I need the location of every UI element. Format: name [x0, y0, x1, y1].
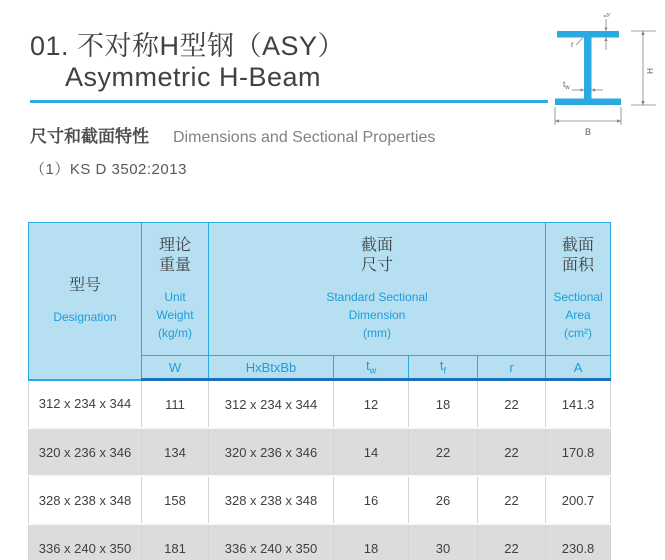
cell-dimension: 320 x 236 x 346 [209, 428, 334, 476]
header-designation-en: Designation [53, 309, 117, 324]
title-underline-rule [30, 100, 548, 103]
table-row [29, 524, 611, 560]
cell-tf: 18 [409, 380, 478, 429]
subheader-r: r [478, 356, 546, 380]
standard-reference: （1）KS D 3502:2013 [30, 161, 187, 178]
tw-label: $t_w$ [563, 80, 570, 91]
subheader-tf-subscript: f [443, 365, 447, 376]
header-weight-zh-2: 重量 [158, 257, 191, 274]
page-title-zh: 01. 不对称H型钢（ASY） [30, 31, 346, 61]
h-label: H [646, 68, 655, 74]
header-weight-en-2: Weight [156, 308, 194, 322]
cell-tw: 16 [334, 476, 409, 524]
cell-tf: 22 [409, 428, 478, 476]
header-section-en-2: Dimension [348, 308, 406, 322]
cell-designation: 328 x 238 x 348 [29, 476, 142, 524]
page-title-en: Asymmetric H-Beam [65, 62, 322, 92]
header-designation-zh: 型号 [68, 276, 101, 294]
cell-dimension: 336 x 240 x 350 [209, 524, 334, 560]
cell-unit-weight: 134 [142, 428, 209, 476]
hbeam-diagram [543, 4, 665, 138]
r-label: r [571, 40, 574, 49]
subheader-tw-base: t [365, 358, 370, 374]
header-area-zh-1: 截面 [562, 237, 595, 254]
subheader-tw [334, 356, 409, 380]
cell-r: 22 [478, 524, 546, 560]
cell-area: 170.8 [546, 428, 611, 476]
header-weight-en-1: Unit [164, 290, 186, 304]
cell-tw: 14 [334, 428, 409, 476]
tf-label: $t_f$ [602, 13, 613, 17]
header-section-zh-2: 尺寸 [361, 257, 394, 274]
hbeam-shape [555, 31, 621, 105]
header-sectional-area [546, 223, 611, 356]
dimension-arrowheads [555, 28, 645, 123]
cell-dimension: 312 x 234 x 344 [209, 380, 334, 429]
header-sectional-dimension [209, 223, 546, 356]
subheader-tf [409, 356, 478, 380]
cell-unit-weight: 111 [142, 380, 209, 429]
cell-tw: 12 [334, 380, 409, 429]
cell-designation: 312 x 234 x 344 [29, 380, 142, 429]
cell-dimension: 328 x 238 x 348 [209, 476, 334, 524]
section-heading [30, 122, 435, 147]
header-unit-weight [142, 223, 209, 356]
spec-table-wrapper [28, 222, 610, 560]
subheader-dimension: HxBtxBb [209, 356, 334, 380]
header-section-en-1: Standard Sectional [326, 290, 428, 304]
cell-tw: 18 [334, 524, 409, 560]
table-row [29, 476, 611, 524]
header-area-en-2: Area [565, 308, 591, 322]
cell-r: 22 [478, 380, 546, 429]
cell-r: 22 [478, 476, 546, 524]
header-area-zh-2: 面积 [562, 257, 595, 274]
cell-tf: 30 [409, 524, 478, 560]
cell-unit-weight: 181 [142, 524, 209, 560]
b-label: B [584, 127, 592, 137]
table-row [29, 380, 611, 429]
header-section-en-3: (mm) [363, 326, 391, 340]
subheader-a: A [546, 356, 611, 380]
cell-designation: 320 x 236 x 346 [29, 428, 142, 476]
subheader-tw-subscript: w [369, 365, 377, 376]
cell-tf: 26 [409, 476, 478, 524]
section-title-zh: 尺寸和截面特性 [30, 127, 149, 146]
cell-designation: 336 x 240 x 350 [29, 524, 142, 560]
subheader-tf-base: t [439, 358, 444, 374]
cell-area: 200.7 [546, 476, 611, 524]
section-title-en: Dimensions and Sectional Properties [173, 129, 436, 146]
header-area-en-1: Sectional [553, 290, 603, 304]
cell-r: 22 [478, 428, 546, 476]
cell-area: 230.8 [546, 524, 611, 560]
spec-table [28, 222, 611, 560]
header-designation [29, 223, 142, 380]
table-row [29, 428, 611, 476]
subheader-w: W [142, 356, 209, 380]
header-area-en-3: (cm²) [564, 326, 593, 340]
header-weight-en-3: (kg/m) [158, 326, 192, 340]
cell-unit-weight: 158 [142, 476, 209, 524]
cell-area: 141.3 [546, 380, 611, 429]
header-section-zh-1: 截面 [361, 237, 394, 254]
header-weight-zh-1: 理论 [158, 237, 191, 254]
